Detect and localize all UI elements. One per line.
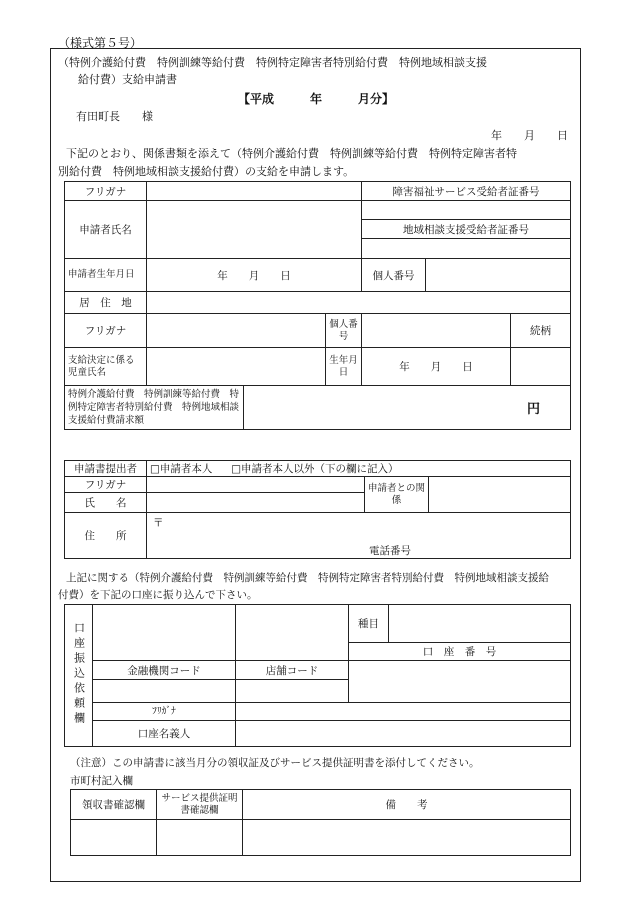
holder-furigana-label: ﾌﾘｶﾞﾅ bbox=[93, 703, 236, 721]
bank-code-field[interactable] bbox=[93, 680, 236, 703]
receipt-label: 領収書確認欄 bbox=[71, 790, 157, 820]
child-name-field[interactable] bbox=[147, 348, 326, 386]
regional-cert-field[interactable] bbox=[362, 239, 571, 259]
branch-name-field[interactable] bbox=[236, 605, 349, 661]
submitter-label: 申請書提出者 bbox=[65, 461, 147, 477]
individual-no-field[interactable] bbox=[426, 259, 571, 292]
service-cert-label: 障害福祉サービス受給者証番号 bbox=[362, 182, 571, 201]
applicant-table bbox=[64, 181, 571, 430]
submitter-furigana-field[interactable] bbox=[147, 477, 365, 493]
yen-unit: 円 bbox=[527, 402, 541, 417]
addressee: 有田町長 様 bbox=[76, 110, 153, 123]
form-number: （様式第５号） bbox=[58, 36, 143, 50]
date-line: 年 月 日 bbox=[491, 129, 568, 142]
furigana-label: フリガナ bbox=[65, 182, 147, 201]
submitter-options bbox=[147, 461, 571, 477]
address-field[interactable] bbox=[147, 292, 571, 314]
remarks-field[interactable] bbox=[243, 820, 571, 856]
claim-label: 特例介護給付費 特例訓練等給付費 特例特定障害者特別給付費 特例地域相談支援給付費請求額 bbox=[65, 386, 244, 430]
branch-code-label: 店舗コード bbox=[236, 661, 349, 680]
holder-furigana-field[interactable] bbox=[236, 703, 571, 721]
applicant-name-label: 申請者氏名 bbox=[65, 201, 147, 259]
individual-no-label: 個人番号 bbox=[362, 259, 426, 292]
type-field[interactable] bbox=[389, 605, 571, 643]
submitter-relation-field[interactable] bbox=[429, 477, 571, 513]
municipal-heading: 市町村記入欄 bbox=[70, 775, 133, 787]
option-self-checkbox[interactable]: □申請者本人 bbox=[150, 463, 213, 475]
applicant-name-field[interactable] bbox=[147, 201, 362, 259]
child-name-label: 支給決定に係る児童氏名 bbox=[65, 348, 147, 386]
service-proof-label: サービス提供証明書確認欄 bbox=[157, 790, 243, 820]
transfer-line-1: 上記に関する（特例介護給付費 特例訓練等給付費 特例特定障害者特別給付費 特例地域相談支援給 bbox=[66, 572, 549, 584]
service-proof-field[interactable] bbox=[157, 820, 243, 856]
bank-table bbox=[64, 604, 571, 747]
birth-label: 申請者生年月日 bbox=[65, 259, 147, 292]
child-no-label: 個人番号 bbox=[326, 314, 362, 348]
bank-side-label: 口座振込依頼欄 bbox=[65, 605, 93, 747]
account-no-label: 口 座 番 号 bbox=[349, 643, 571, 661]
phone-label: 電話番号 bbox=[369, 545, 411, 557]
regional-cert-label: 地域相談支援受給者証番号 bbox=[362, 220, 571, 239]
intro-line-1: 下記のとおり、関係書類を添えて（特例介護給付費 特例訓練等給付費 特例特定障害者特 bbox=[66, 147, 517, 160]
relation-label: 続柄 bbox=[511, 314, 571, 348]
municipal-table bbox=[70, 789, 571, 856]
child-no-field[interactable] bbox=[362, 314, 511, 348]
service-cert-field[interactable] bbox=[362, 201, 571, 220]
child-birth-field[interactable]: 年 月 日 bbox=[362, 348, 511, 386]
child-furigana-label: フリガナ bbox=[65, 314, 147, 348]
title-line-2: 給付費）支給申請書 bbox=[78, 73, 177, 86]
option-other-checkbox[interactable]: □申請者本人以外（下の欄に記入） bbox=[231, 463, 399, 475]
birth-field[interactable]: 年 月 日 bbox=[147, 259, 362, 292]
submitter-name-field[interactable] bbox=[147, 493, 365, 513]
address-label: 居 住 地 bbox=[65, 292, 147, 314]
remarks-label: 備 考 bbox=[243, 790, 571, 820]
holder-label: 口座名義人 bbox=[93, 721, 236, 747]
claim-amount-field[interactable] bbox=[244, 386, 571, 430]
holder-field[interactable] bbox=[236, 721, 571, 747]
submitter-table bbox=[64, 460, 571, 559]
account-no-field[interactable] bbox=[349, 661, 571, 703]
transfer-line-2: 付費）を下記の口座に振り込んで下さい。 bbox=[58, 589, 258, 601]
relation-field[interactable] bbox=[511, 348, 571, 386]
note: （注意）この申請書に該当月分の領収証及びサービス提供証明書を添付してください。 bbox=[70, 757, 480, 769]
intro-line-2: 別給付費 特例地域相談支援給付費）の支給を申請します。 bbox=[58, 165, 355, 178]
bank-name-field[interactable] bbox=[93, 605, 236, 661]
postal-mark: 〒 bbox=[153, 517, 164, 529]
period: 【平成 年 月分】 bbox=[238, 92, 395, 106]
type-label: 種目 bbox=[349, 605, 389, 643]
furigana-field[interactable] bbox=[147, 182, 362, 201]
title-line-1: （特例介護給付費 特例訓練等給付費 特例特定障害者特別給付費 特例地域相談支援 bbox=[58, 56, 487, 69]
submitter-furigana-label: フリガナ bbox=[65, 477, 147, 493]
child-furigana-field[interactable] bbox=[147, 314, 326, 348]
submitter-name-label: 氏 名 bbox=[65, 493, 147, 513]
bank-code-label: 金融機関コード bbox=[93, 661, 236, 680]
submitter-relation-label: 申請者との関係 bbox=[365, 477, 429, 513]
submitter-address-field[interactable] bbox=[147, 513, 571, 559]
submitter-address-label: 住 所 bbox=[65, 513, 147, 559]
branch-code-field[interactable] bbox=[236, 680, 349, 703]
receipt-field[interactable] bbox=[71, 820, 157, 856]
child-birth-label: 生年月日 bbox=[326, 348, 362, 386]
